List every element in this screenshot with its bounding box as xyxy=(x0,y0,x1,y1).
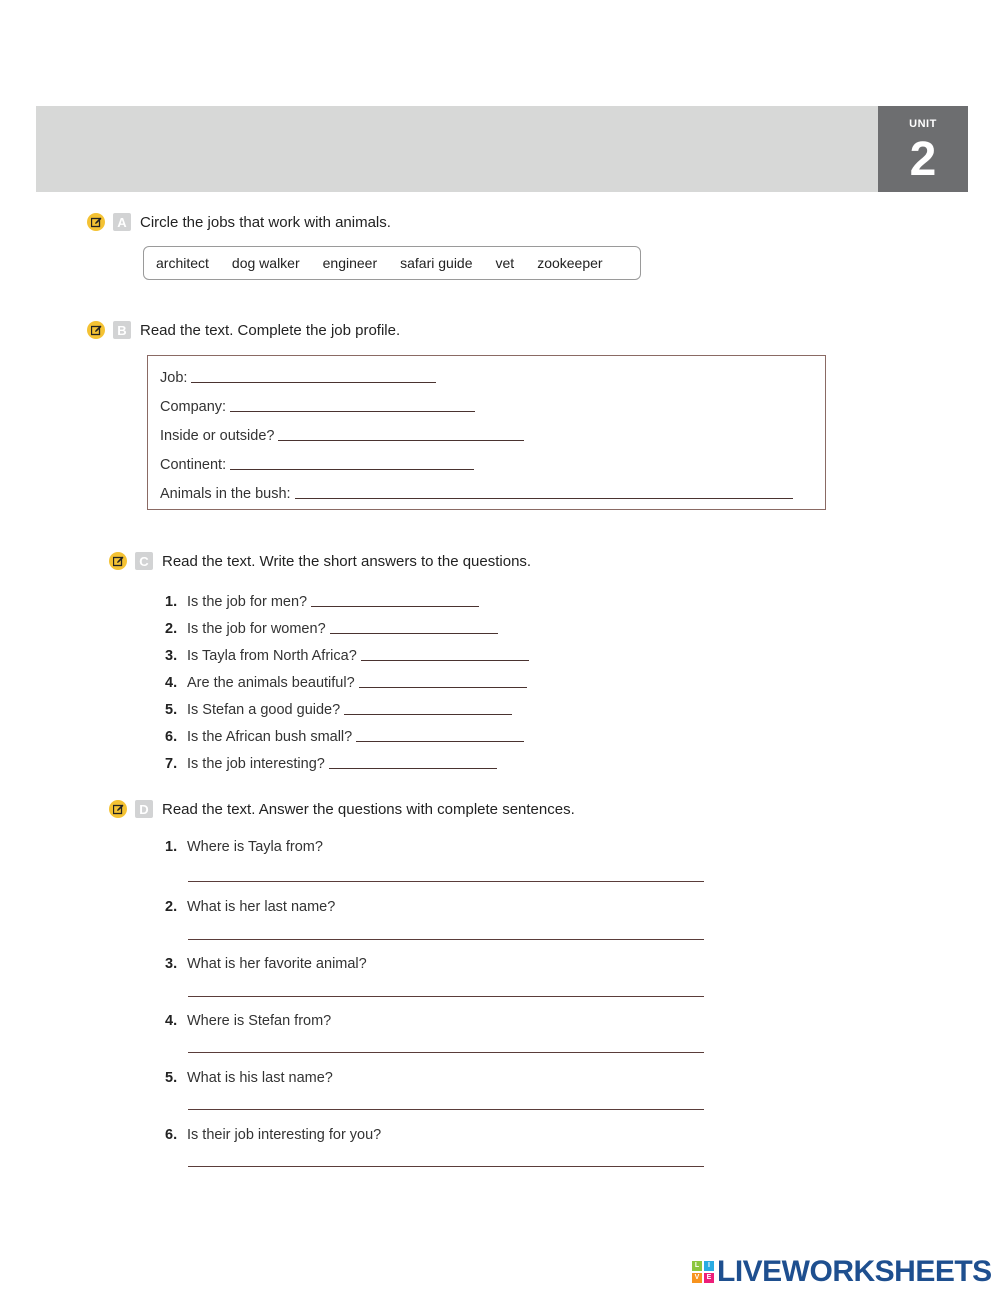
profile-label: Animals in the bush: xyxy=(160,486,291,502)
question-text: Is the job for women? xyxy=(187,621,326,637)
question-text: Where is Tayla from? xyxy=(187,839,323,855)
question-number: 3. xyxy=(165,648,178,664)
short-answer-question xyxy=(165,671,527,691)
sentence-question xyxy=(165,1127,381,1143)
answer-blank[interactable] xyxy=(344,714,512,715)
sentence-question xyxy=(165,956,367,972)
pencil-icon xyxy=(109,800,127,818)
question-text: Where is Stefan from? xyxy=(187,1013,332,1029)
question-text: What is her favorite animal? xyxy=(187,956,367,972)
answer-blank[interactable] xyxy=(329,768,497,769)
answer-line[interactable] xyxy=(188,1109,704,1110)
question-number: 2. xyxy=(165,621,178,637)
answer-line[interactable] xyxy=(188,996,704,997)
unit-badge xyxy=(878,106,968,192)
logo-text: LIVEWORKSHEETS xyxy=(717,1255,992,1288)
sentence-question xyxy=(165,899,335,915)
answer-blank[interactable] xyxy=(311,606,479,607)
question-number: 3. xyxy=(165,956,178,972)
section-b-header xyxy=(87,319,400,341)
word-option[interactable]: dog walker xyxy=(231,255,300,271)
short-answer-question xyxy=(165,752,497,772)
answer-line[interactable] xyxy=(188,881,704,882)
short-answer-question xyxy=(165,725,524,745)
word-option[interactable]: zookeeper xyxy=(537,255,603,271)
logo-mark: L I V E xyxy=(692,1261,714,1283)
question-text: Is the job for men? xyxy=(187,594,308,610)
section-a-instruction: Circle the jobs that work with animals. xyxy=(140,213,391,231)
answer-blank[interactable] xyxy=(359,687,527,688)
question-number: 5. xyxy=(165,702,178,718)
question-number: 6. xyxy=(165,1127,178,1143)
question-text: What is his last name? xyxy=(187,1070,333,1086)
section-letter-b: B xyxy=(113,321,131,339)
answer-blank[interactable] xyxy=(356,741,524,742)
section-a-header xyxy=(87,211,391,233)
profile-row xyxy=(160,453,474,473)
answer-blank[interactable] xyxy=(295,497,793,499)
short-answer-question xyxy=(165,617,498,637)
short-answer-question xyxy=(165,698,512,718)
answer-blank[interactable] xyxy=(230,468,474,470)
header-banner xyxy=(36,106,878,192)
word-option[interactable]: safari guide xyxy=(400,255,473,271)
answer-blank[interactable] xyxy=(330,633,498,634)
question-text: Is their job interesting for you? xyxy=(187,1127,382,1143)
section-letter-d: D xyxy=(135,800,153,818)
profile-row xyxy=(160,482,793,502)
question-text: What is her last name? xyxy=(187,899,336,915)
pencil-icon xyxy=(87,213,105,231)
answer-blank[interactable] xyxy=(278,439,524,441)
section-b-instruction: Read the text. Complete the job profile. xyxy=(140,321,401,339)
sentence-question xyxy=(165,1013,331,1029)
profile-label: Inside or outside? xyxy=(160,428,275,444)
question-text: Is the job interesting? xyxy=(187,756,325,772)
question-text: Is Stefan a good guide? xyxy=(187,702,341,718)
word-option[interactable]: vet xyxy=(495,255,515,271)
short-answer-question xyxy=(165,644,529,664)
profile-row xyxy=(160,424,524,444)
word-option[interactable]: engineer xyxy=(322,255,378,271)
section-d-header xyxy=(109,798,575,820)
profile-label: Company: xyxy=(160,399,227,415)
question-number: 1. xyxy=(165,594,178,610)
sentence-question xyxy=(165,839,323,855)
section-letter-c: C xyxy=(135,552,153,570)
profile-label: Continent: xyxy=(160,457,227,473)
question-number: 6. xyxy=(165,729,178,745)
answer-blank[interactable] xyxy=(361,660,529,661)
question-number: 5. xyxy=(165,1070,178,1086)
question-number: 7. xyxy=(165,756,178,772)
answer-line[interactable] xyxy=(188,1166,704,1167)
job-profile-box xyxy=(147,355,826,510)
answer-line[interactable] xyxy=(188,1052,704,1053)
unit-number: 2 xyxy=(909,133,937,186)
question-number: 4. xyxy=(165,1013,178,1029)
question-number: 4. xyxy=(165,675,178,691)
question-text: Is the African bush small? xyxy=(187,729,353,745)
liveworksheets-logo xyxy=(692,1255,992,1289)
section-letter-a: A xyxy=(113,213,131,231)
pencil-icon xyxy=(87,321,105,339)
section-c-header xyxy=(109,550,531,572)
question-text: Is Tayla from North Africa? xyxy=(187,648,357,664)
profile-row xyxy=(160,395,475,415)
sentence-question xyxy=(165,1070,333,1086)
question-number: 1. xyxy=(165,839,178,855)
word-bank xyxy=(143,246,641,280)
profile-row xyxy=(160,366,436,386)
answer-blank[interactable] xyxy=(230,410,475,412)
unit-label: UNIT xyxy=(909,118,937,130)
short-answer-question xyxy=(165,590,479,610)
profile-label: Job: xyxy=(160,370,188,386)
word-option[interactable]: architect xyxy=(156,255,209,271)
question-number: 2. xyxy=(165,899,178,915)
question-text: Are the animals beautiful? xyxy=(187,675,355,691)
pencil-icon xyxy=(109,552,127,570)
answer-line[interactable] xyxy=(188,939,704,940)
section-d-instruction: Read the text. Answer the questions with complete sentences. xyxy=(162,800,575,818)
section-c-instruction: Read the text. Write the short answers to the questions. xyxy=(162,552,532,570)
answer-blank[interactable] xyxy=(191,381,436,383)
